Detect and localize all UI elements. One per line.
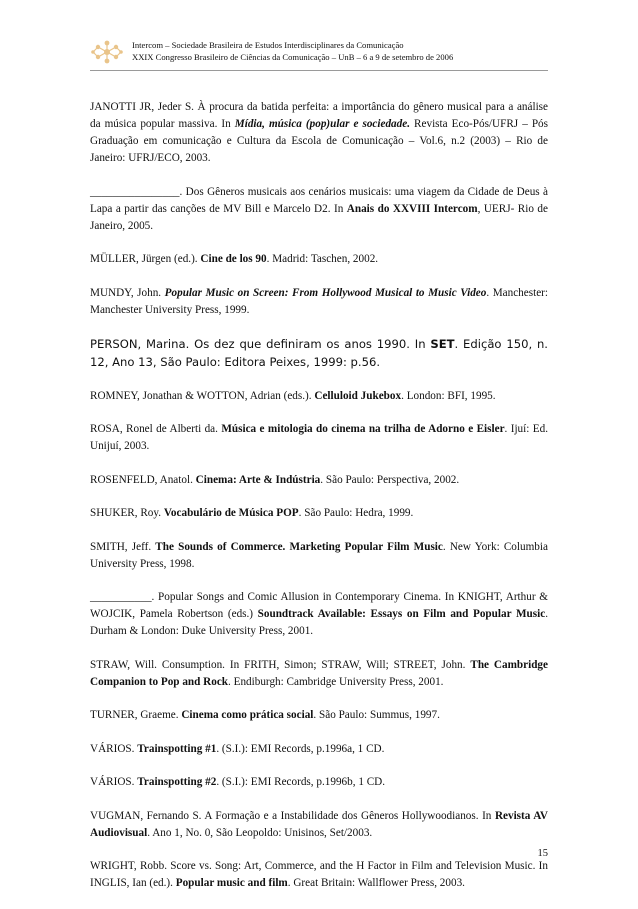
reference-text: ________________. Dos Gêneros musicais aos cenários musicais: uma viagem da Cidade de Deus à Lapa a partir das canções de MV Bill e Marcelo D2. In [90, 185, 548, 215]
reference-entry [90, 335, 548, 371]
reference-title: Anais do XXVIII Intercom [346, 202, 478, 215]
intercom-logo [90, 38, 124, 66]
reference-text: Revista Eco-Pós/UFRJ – Pós Graduação em comunicação e Cultura da Escola de Comunicação – Vol.6, n.2 (2003) – Rio de Janeiro: UFRJ/ECO, 2003. [90, 118, 548, 164]
reference-entry [90, 741, 548, 758]
reference-title: Trainspotting #1 [137, 742, 217, 755]
reference-title: Mídia, música (pop)ular e sociedade. [234, 118, 411, 130]
reference-text: STRAW, Will. Consumption. In FRITH, Simon; STRAW, Will; STREET, John. [90, 658, 471, 671]
reference-entry [90, 505, 548, 522]
reference-text: . Ano 1, No. 0, São Leopoldo: Unisinos, Set/2003. [147, 826, 373, 839]
reference-text: . Durham & London: Duke University Press, 2001. [90, 608, 548, 637]
reference-text: MUNDY, John. [90, 286, 165, 299]
reference-text: . Manchester: Manchester University Press, 1999. [90, 286, 548, 316]
reference-text: . London: BFI, 1995. [401, 389, 496, 402]
reference-text: ROSENFELD, Anatol. [90, 473, 196, 486]
reference-text: VÁRIOS. [90, 742, 138, 755]
reference-entry [90, 539, 548, 573]
reference-entry [90, 774, 548, 791]
reference-entry [90, 99, 548, 167]
reference-entry [90, 858, 548, 892]
reference-text: . São Paulo: Hedra, 1999. [298, 507, 414, 519]
reference-text: . Ijuí: Ed. Unijuí, 2003. [90, 423, 548, 452]
reference-title: Cinema: Arte & Indústria [195, 473, 321, 486]
reference-text: . New York: Columbia University Press, 1998. [90, 540, 548, 570]
reference-entry [90, 808, 548, 842]
reference-title: Popular Music on Screen: From Hollywood Musical to Music Video [164, 286, 487, 299]
reference-text: ___________. Popular Songs and Comic Allusion in Contemporary Cinema. In KNIGHT, Arthur & WOJCIK, Pamela Robertson (eds.) [90, 591, 548, 620]
reference-title: Soundtrack Available: Essays on Film and Popular Music [257, 608, 546, 620]
reference-title: Revista AV Audiovisual [90, 809, 548, 839]
reference-entry [90, 589, 548, 640]
reference-text: VUGMAN, Fernando S. A Formação e a Instabilidade dos Gêneros Hollywoodianos. In [90, 809, 495, 822]
reference-text: SMITH, Jeff. [90, 540, 156, 553]
reference-title: Música e mitologia do cinema na trilha de Adorno e Eisler [221, 423, 505, 435]
header-line-1: Intercom – Sociedade Brasileira de Estudos Interdisciplinares da Comunicação [132, 40, 404, 50]
reference-title: Cinema como prática social [181, 709, 314, 721]
reference-text: ROMNEY, Jonathan & WOTTON, Adrian (eds.). [90, 389, 315, 402]
reference-entry [90, 251, 548, 268]
reference-title: The Sounds of Commerce. Marketing Popular Film Music [155, 540, 443, 553]
reference-entry [90, 285, 548, 319]
reference-title: Trainspotting #2 [137, 776, 217, 788]
reference-entry [90, 657, 548, 691]
reference-text: PERSON, Marina. Os dez que definiram os anos 1990. In [90, 337, 431, 351]
reference-entry [90, 184, 548, 235]
reference-text: SHUKER, Roy. [90, 507, 164, 519]
reference-title: SET [430, 337, 455, 351]
reference-entry [90, 421, 548, 455]
reference-text: TURNER, Graeme. [90, 709, 182, 721]
header-line-2: XXIX Congresso Brasileiro de Ciências da Comunicação – UnB – 6 a 9 de setembro de 2006 [132, 52, 454, 62]
page-header [90, 36, 548, 71]
reference-text: JANOTTI JR, Jeder S. À procura da batida perfeita: a importância do gênero musical para a análise da música popular massiva. In [90, 101, 548, 130]
reference-entry [90, 472, 548, 489]
reference-list [90, 99, 548, 909]
reference-text: . Madrid: Taschen, 2002. [266, 253, 379, 265]
reference-text: MÜLLER, Jürgen (ed.). [90, 253, 201, 265]
reference-text: . (S.I.): EMI Records, p.1996a, 1 CD. [216, 742, 385, 755]
reference-text: . São Paulo: Perspectiva, 2002. [320, 473, 460, 486]
reference-text: . São Paulo: Summus, 1997. [313, 709, 440, 721]
reference-text: ROSA, Ronel de Alberti da. [90, 423, 222, 435]
reference-title: Vocabulário de Música POP [163, 507, 299, 519]
reference-title: The Cambridge Companion to Pop and Rock [90, 658, 548, 688]
reference-text: . (S.I.): EMI Records, p.1996b, 1 CD. [216, 776, 386, 788]
reference-title: Celluloid Jukebox [314, 389, 402, 402]
reference-text: WRIGHT, Robb. Score vs. Song: Art, Commerce, and the H Factor in Film and Television Music. In INGLIS, Ian (ed.). [90, 860, 548, 889]
reference-text: . Endiburgh: Cambridge University Press, 2001. [228, 675, 444, 688]
reference-text: , UERJ- Rio de Janeiro, 2005. [90, 202, 548, 232]
reference-title: Cine de los 90 [200, 253, 267, 265]
reference-text: . Great Britain: Wallflower Press, 2003. [287, 877, 465, 889]
page-number: 15 [537, 848, 548, 859]
reference-text: VÁRIOS. [90, 776, 138, 788]
reference-entry [90, 388, 548, 405]
reference-entry [90, 707, 548, 724]
reference-text: . Edição 150, n. 12, Ano 13, São Paulo: Editora Peixes, 1999: p.56. [90, 337, 548, 369]
reference-title: Popular music and film [175, 877, 288, 889]
